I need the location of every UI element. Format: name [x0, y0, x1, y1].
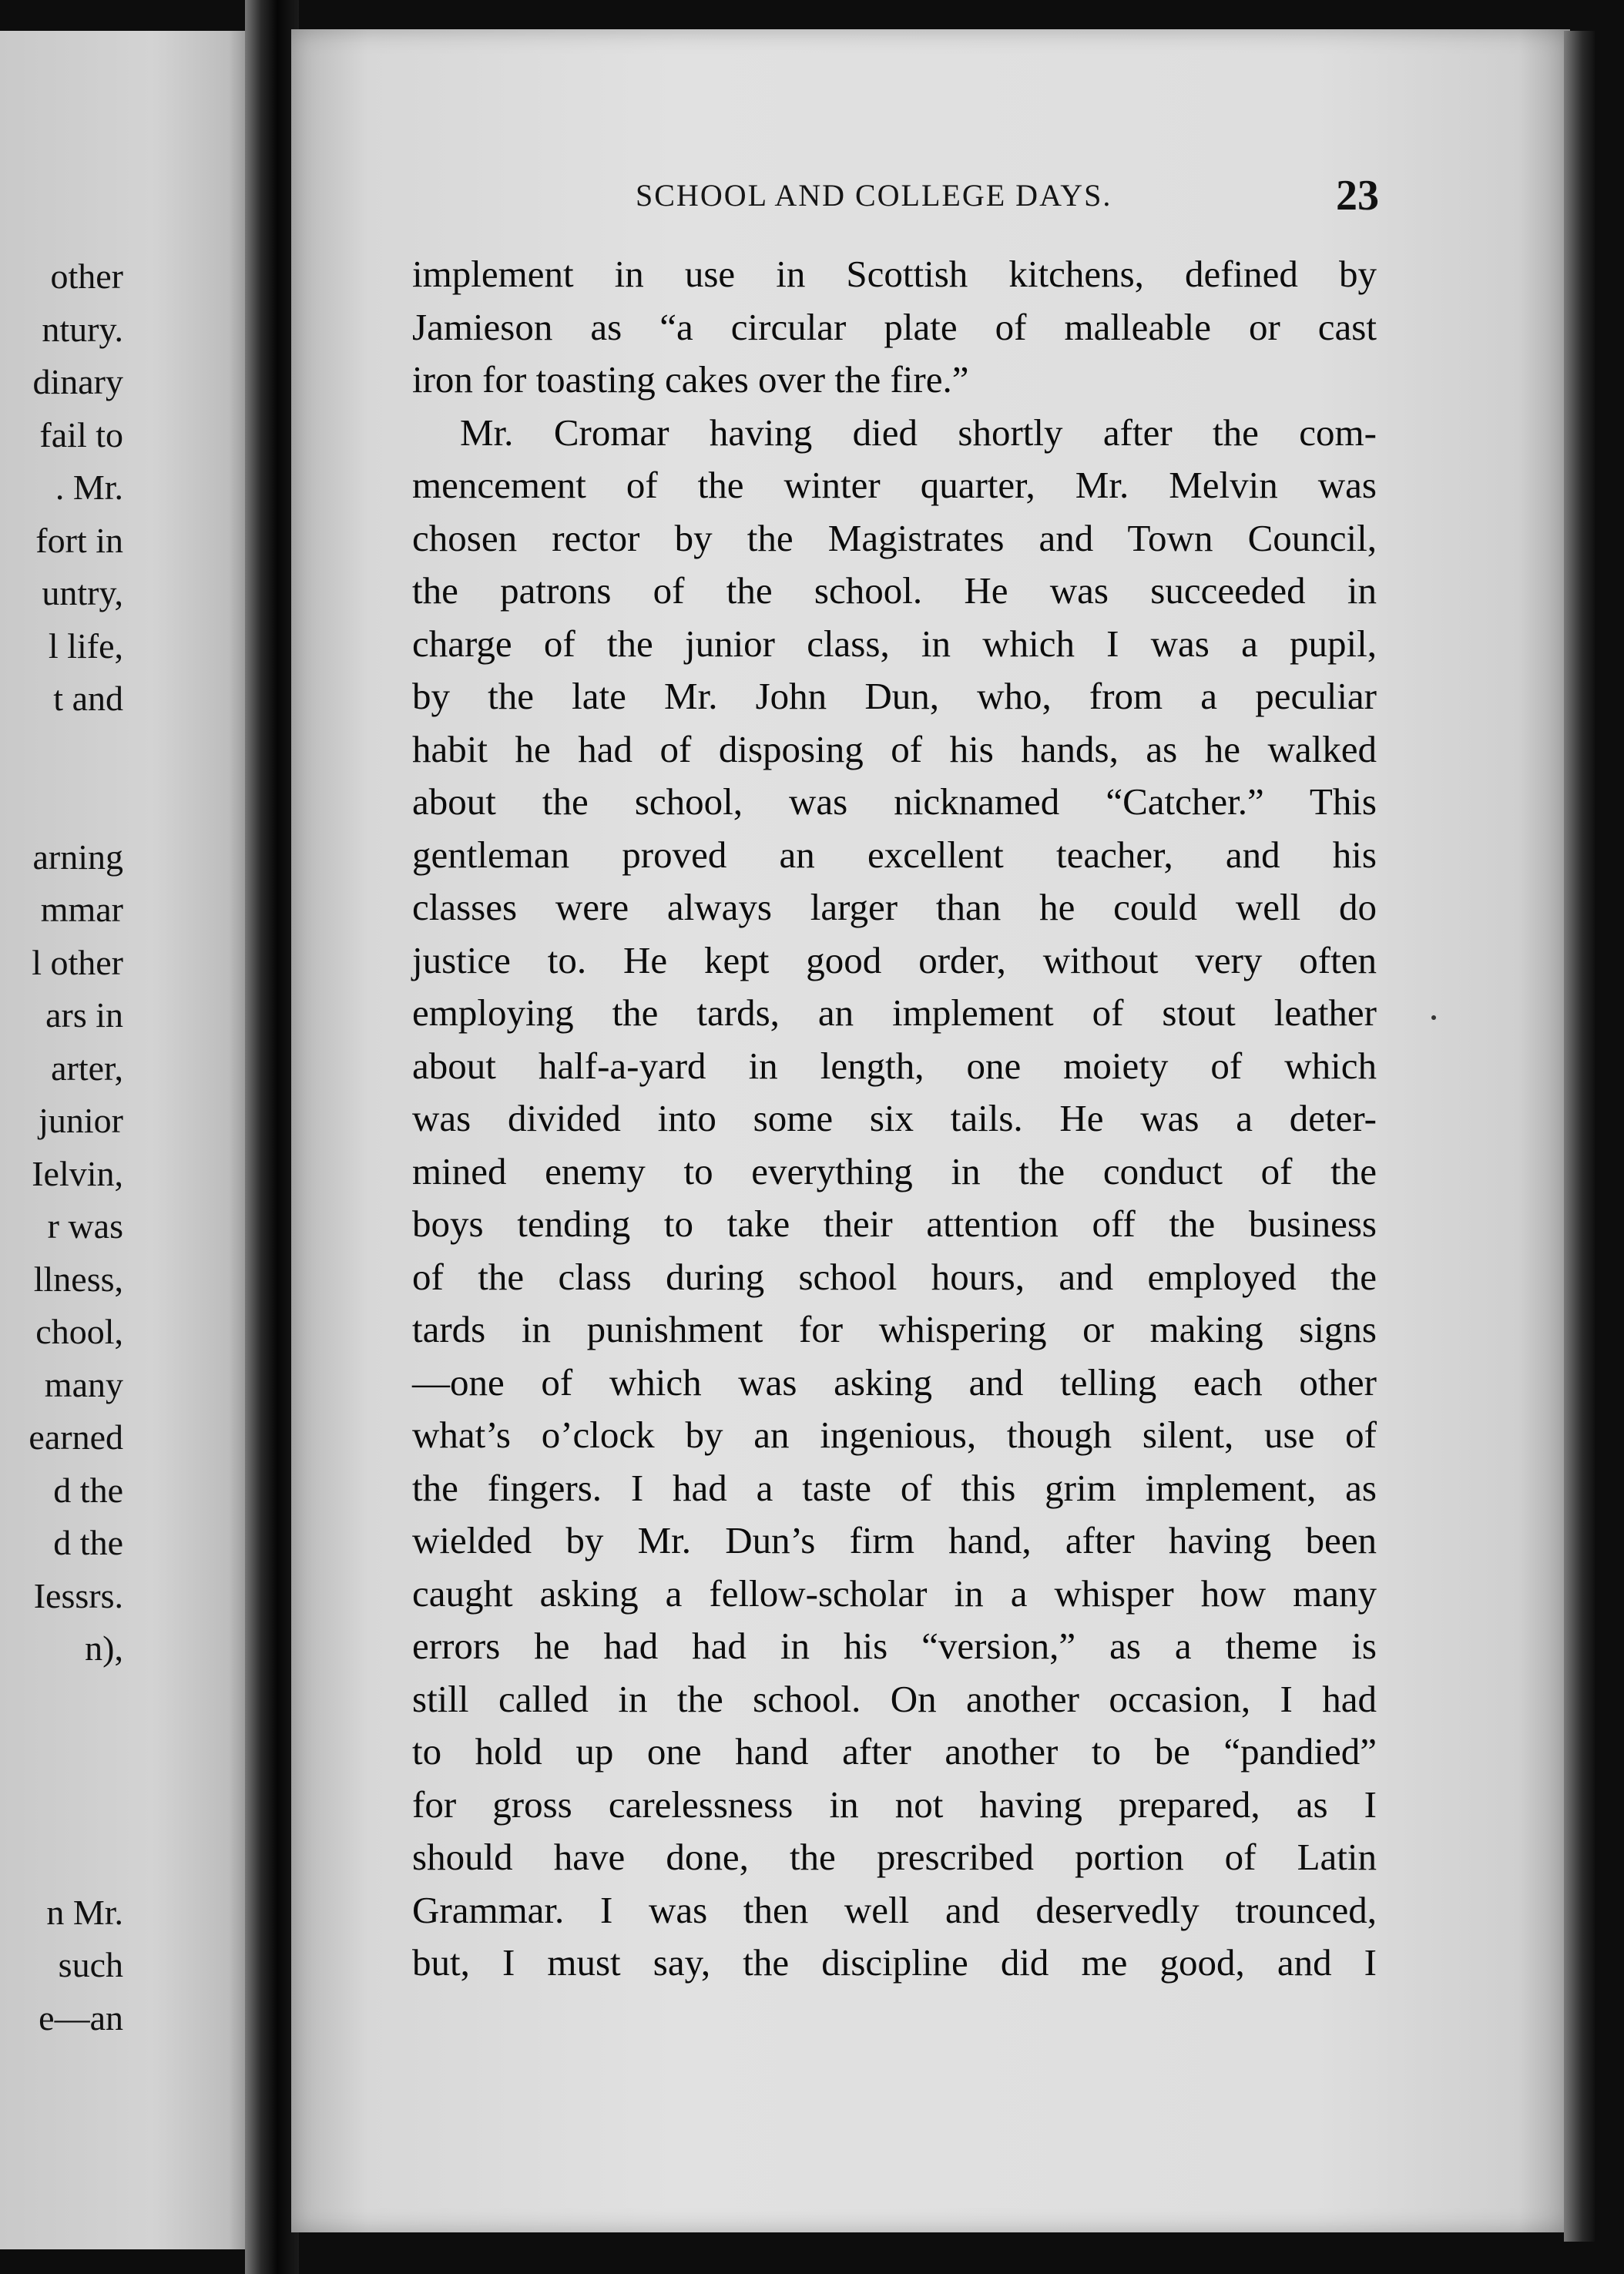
text-line: Jamieson as “a circular plate of malleable or cast — [412, 305, 1377, 348]
previous-page-text — [0, 250, 123, 2044]
previous-page-line — [0, 726, 123, 779]
text-line: wielded by Mr. Dun’s firm hand, after having been — [412, 1519, 1377, 1561]
text-line: tards in punishment for whispering or making signs — [412, 1308, 1377, 1350]
previous-page-line: Iessrs. — [33, 1575, 123, 1615]
text-line: of the class during school hours, and employed the — [412, 1255, 1377, 1298]
text-line: implement in use in Scottish kitchens, defined by — [412, 253, 1377, 295]
text-line: what’s o’clock by an ingenious, though silent, use of — [412, 1414, 1377, 1456]
text-line: —one of which was asking and telling each other — [412, 1360, 1377, 1404]
text-line: Mr. Cromar having died shortly after the com- — [460, 411, 1377, 454]
previous-page-line: e—an — [39, 1997, 123, 2038]
text-line: about half-a-yard in length, one moiety of which — [412, 1044, 1377, 1087]
previous-page-line: many — [44, 1364, 123, 1404]
previous-page-line: such — [58, 1945, 123, 1984]
page-edge — [1564, 31, 1595, 2242]
text-line: for gross carelessness in not having prepared, as I — [412, 1783, 1377, 1826]
previous-page-line: d the — [53, 1523, 123, 1562]
previous-page-line: n), — [85, 1628, 123, 1668]
previous-page-line: t and — [53, 679, 123, 718]
previous-page-line: llness, — [33, 1259, 123, 1299]
previous-page-line — [0, 778, 123, 831]
text-line: boys tending to take their attention off the business — [412, 1202, 1377, 1245]
previous-page-line: mmar — [40, 890, 123, 929]
previous-page-line: l other — [32, 942, 123, 982]
previous-page-line: other — [50, 257, 123, 296]
text-line: by the late Mr. John Dun, who, from a peculiar — [412, 675, 1377, 717]
text-line: but, I must say, the discipline did me good, and I — [412, 1941, 1377, 1984]
text-line: caught asking a fellow-scholar in a whisper how many — [412, 1571, 1377, 1615]
text-line: Grammar. I was then well and deservedly trounced, — [412, 1888, 1377, 1931]
body-text — [412, 248, 1377, 1990]
text-line: employing the tards, an implement of stout leather — [412, 991, 1377, 1034]
previous-page-line: . Mr. — [55, 468, 123, 507]
text-line: mined enemy to everything in the conduct of the — [412, 1149, 1377, 1192]
previous-page-line: chool, — [35, 1312, 123, 1351]
running-title: SCHOOL AND COLLEGE DAYS. — [636, 178, 1112, 213]
text-line: was divided into some six tails. He was a deter- — [412, 1097, 1377, 1139]
previous-page-line — [0, 1728, 123, 1781]
text-line: the fingers. I had a taste of this grim implement, as — [412, 1466, 1377, 1509]
previous-page-line: fort in — [35, 520, 123, 560]
text-line: mencement of the winter quarter, Mr. Melvin was — [412, 464, 1377, 506]
text-line: chosen rector by the Magistrates and Town Council, — [412, 516, 1377, 559]
previous-page-line: d the — [53, 1470, 123, 1510]
previous-page-line: ars in — [45, 995, 123, 1035]
text-line: justice to. He kept good order, without very often — [412, 938, 1377, 981]
running-head — [408, 171, 1379, 220]
previous-page-line: dinary — [32, 362, 123, 401]
text-line: classes were always larger than he could well do — [412, 886, 1377, 928]
previous-page-line: untry, — [42, 573, 123, 612]
previous-page-line: r was — [47, 1206, 123, 1246]
previous-page-line: Ielvin, — [32, 1153, 123, 1193]
text-line: the patrons of the school. He was succeeded in — [412, 569, 1377, 612]
text-line: about the school, was nicknamed “Catcher.” This — [412, 780, 1377, 823]
text-line: to hold up one hand after another to be “pandied” — [412, 1730, 1377, 1773]
text-line: habit he had of disposing of his hands, as he walked — [412, 727, 1377, 770]
previous-page-line: junior — [39, 1101, 123, 1140]
page-number: 23 — [1336, 172, 1379, 220]
previous-page-line: arter, — [51, 1048, 123, 1088]
previous-page-fragment — [0, 31, 254, 2249]
previous-page-line: arning — [32, 837, 123, 877]
text-line: charge of the junior class, in which I was a pupil, — [412, 622, 1377, 665]
text-line: should have done, the prescribed portion of Latin — [412, 1836, 1377, 1878]
previous-page-line: fail to — [39, 414, 123, 454]
text-line: gentleman proved an excellent teacher, and his — [412, 833, 1377, 876]
previous-page-line: earned — [29, 1417, 123, 1457]
previous-page-line — [0, 1833, 123, 1887]
previous-page-line: ntury. — [42, 309, 123, 349]
previous-page-line — [0, 1675, 123, 1729]
previous-page-line — [0, 1781, 123, 1834]
previous-page-line: n Mr. — [46, 1892, 123, 1932]
ink-speck — [1431, 1015, 1436, 1020]
text-line: still called in the school. On another occasion, I had — [412, 1677, 1377, 1720]
text-line: errors he had had in his “version,” as a theme is — [412, 1625, 1377, 1667]
text-line: iron for toasting cakes over the fire.” — [412, 358, 969, 401]
previous-page-line: l life, — [48, 626, 123, 666]
